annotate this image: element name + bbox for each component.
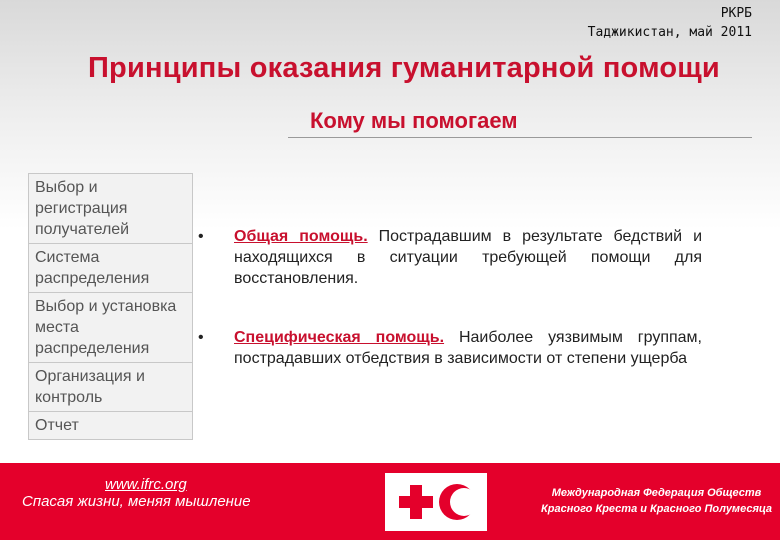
sidebar-item-report[interactable]: Отчет <box>29 412 192 439</box>
page-title: Принципы оказания гуманитарной помощи <box>88 52 720 84</box>
emblem-icon <box>387 475 485 529</box>
subtitle-divider <box>288 137 752 138</box>
footer-org-line1: Международная Федерация Обществ <box>551 487 762 499</box>
content-point-general <box>198 226 702 289</box>
footer-slogan: Спасая жизни, меняя мышление <box>22 493 251 510</box>
point-label-general: Общая помощь. <box>234 228 368 245</box>
red-cross-icon-vertical <box>410 485 422 519</box>
org-short: РКРБ <box>720 6 752 21</box>
sidebar-item-organization-control[interactable]: Организация и контроль <box>29 363 192 412</box>
sidebar-item-distribution-site[interactable]: Выбор и установка места распределения <box>29 293 192 363</box>
crescent-cutout <box>450 488 478 516</box>
footer-org-name <box>541 485 772 517</box>
bullet-icon: • <box>198 228 204 245</box>
header-meta <box>588 4 752 42</box>
footer-url-link[interactable]: www.ifrc.org <box>105 476 187 493</box>
point-text-general: Пострадавшим в результате бедствий и находящихся в ситуации требующей помощи для восстановления. <box>234 228 703 287</box>
footer-bar <box>0 463 780 540</box>
point-specific <box>198 327 702 369</box>
sidebar-item-distribution-system[interactable]: Система распределения <box>29 244 192 293</box>
sidebar-item-recipient-selection[interactable]: Выбор и регистрация получателей <box>29 174 192 244</box>
location-date: Таджикистан, май 2011 <box>587 25 752 40</box>
content-point-specific <box>198 327 702 369</box>
point-general <box>198 226 702 289</box>
bullet-icon: • <box>198 329 204 346</box>
point-label-specific: Специфическая помощь. <box>234 329 445 346</box>
point-text-specific: Наиболее уязвимым группам, пострадавших отбедствия в зависимости от степени ущерба <box>234 329 702 367</box>
section-subtitle: Кому мы помогаем <box>310 108 518 133</box>
red-cross-crescent-logo <box>385 473 487 531</box>
footer-org-line2: Красного Креста и Красного Полумесяца <box>541 503 772 515</box>
sidebar-nav <box>28 173 193 440</box>
